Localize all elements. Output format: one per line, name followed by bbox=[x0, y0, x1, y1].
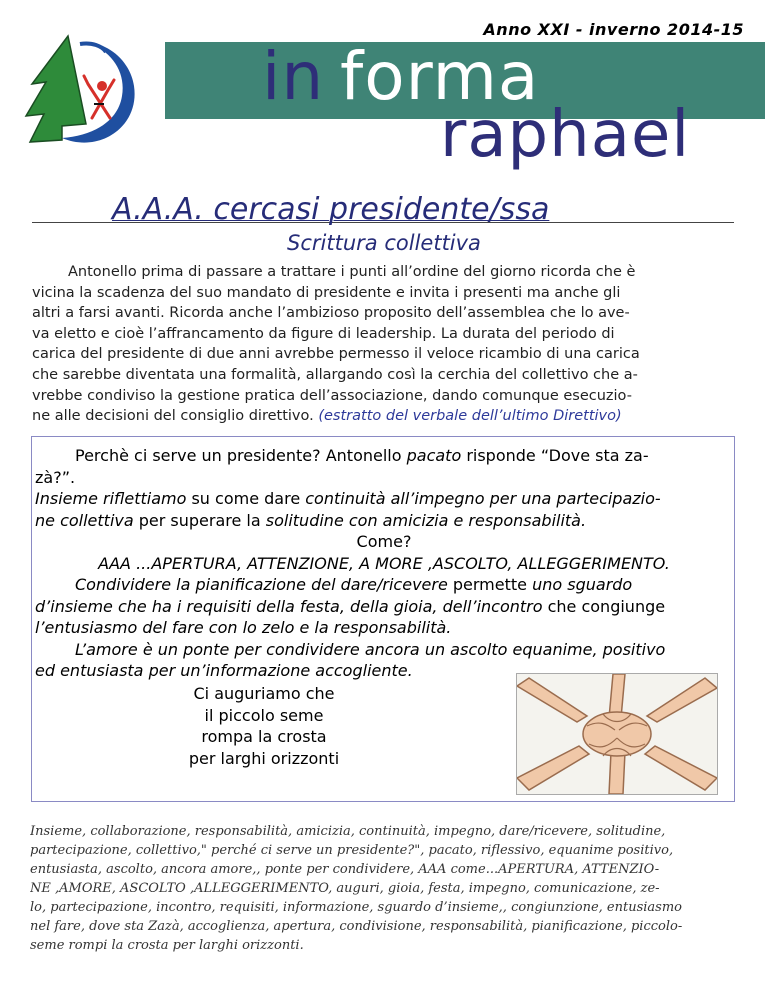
keywords-line: Insieme, collaborazione, responsabilità, amicizia, continuità, impegno, dare/ricevere, solitudine, bbox=[30, 824, 666, 839]
box-line bbox=[35, 445, 733, 467]
keywords-paragraph bbox=[30, 822, 746, 955]
intro-line: vrebbe condiviso la gestione pratica dell’associazione, dando comunque esecuzio- bbox=[32, 387, 632, 404]
issue-date: Anno XXI - inverno 2014-15 bbox=[483, 20, 744, 39]
intro-line bbox=[32, 406, 734, 427]
keywords-line: entusiasta, ascolto, ancora amore,, ponte per condividere, AAA come...APERTURA, ATTENZIO- bbox=[30, 862, 660, 877]
wish-line: rompa la crosta bbox=[201, 727, 327, 746]
box-text-italic: uno sguardo bbox=[532, 575, 633, 594]
logo-green-tree bbox=[26, 36, 86, 142]
box-line: Come? bbox=[356, 532, 412, 551]
box-text-italic: ed entusiasta per un’informazione accogliente. bbox=[35, 661, 413, 680]
masthead-in: in bbox=[262, 38, 325, 115]
intro-paragraph bbox=[32, 262, 734, 427]
intro-line: vicina la scadenza del suo mandato di presidente e invita i presenti ma anche gli bbox=[32, 284, 621, 301]
box-text-italic: Insieme riflettiamo bbox=[35, 489, 187, 508]
keywords-line: NE ,AMORE, ASCOLTO ,ALLEGGERIMENTO, auguri, gioia, festa, impegno, comunicazione, ze- bbox=[30, 881, 660, 896]
box-line bbox=[35, 596, 733, 618]
box-text-italic: ne collettiva bbox=[35, 510, 134, 530]
keywords-line: seme rompi la crosta per larghi orizzonti. bbox=[30, 938, 304, 953]
box-line bbox=[35, 574, 733, 596]
intro-line: carica del presidente di due anni avrebbe permesso il veloce ricambio di una carica bbox=[32, 346, 640, 363]
keywords-line: nel fare, dove sta Zazà, accoglienza, apertura, condivisione, responsabilità, pianificazione, piccolo- bbox=[30, 919, 683, 934]
reflection-box bbox=[31, 436, 735, 802]
article-subtitle: Scrittura collettiva bbox=[287, 231, 481, 255]
article-title: A.A.A. cercasi presidente/ssa bbox=[112, 192, 550, 227]
box-text-span: che congiunge bbox=[542, 596, 666, 616]
box-text-italic: pacato bbox=[406, 446, 462, 465]
masthead-raphael: raphael bbox=[440, 98, 691, 172]
box-line: zà?”. bbox=[35, 467, 76, 487]
masthead-forma: forma bbox=[340, 38, 540, 115]
box-text-italic: AAA ...APERTURA, ATTENZIONE, A MORE ,ASCOLTO, ALLEGGERIMENTO. bbox=[98, 553, 670, 573]
intro-line-text: ne alle decisioni del consiglio direttivo. bbox=[32, 408, 314, 425]
wish-text bbox=[184, 683, 344, 769]
wish-line: per larghi orizzonti bbox=[188, 748, 340, 768]
logo-figure-head bbox=[97, 81, 107, 91]
box-text-span: Perchè ci serve un presidente? Antonello bbox=[75, 446, 407, 465]
keywords-line: partecipazione, collettivo," perché ci serve un presidente?", pacato, riflessivo, equanime positivo, bbox=[30, 843, 674, 858]
box-line bbox=[35, 510, 733, 532]
linked-hands-image bbox=[516, 673, 718, 795]
box-text-span: permette bbox=[447, 575, 533, 594]
verbale-reference: (estratto del verbale dell’ultimo Direttivo) bbox=[318, 408, 622, 425]
box-text-span: per superare la bbox=[133, 510, 266, 530]
box-line bbox=[35, 639, 733, 661]
box-line bbox=[35, 617, 733, 639]
association-logo bbox=[22, 30, 142, 150]
intro-line: altri a farsi avanti. Ricorda anche l’ambizioso proposito dell’assemblea che lo ave- bbox=[32, 305, 630, 322]
box-text-italic: L’amore è un ponte per condividere ancora un ascolto equanime, positivo bbox=[75, 639, 666, 659]
box-text-italic: d’insieme che ha i requisiti della festa, della gioia, dell’incontro bbox=[35, 596, 543, 616]
box-line bbox=[35, 488, 733, 510]
wish-line: Ci auguriamo che bbox=[193, 684, 335, 703]
box-text-span: su come dare bbox=[186, 489, 306, 508]
box-text-span: risponde “Dove sta za- bbox=[461, 446, 649, 465]
box-text-italic: continuità all’impegno per una partecipazio- bbox=[305, 489, 661, 508]
intro-line: va eletto e cioè l’affrancamento da figure di leadership. La durata del periodo di bbox=[32, 325, 615, 342]
reflection-text bbox=[35, 445, 733, 682]
intro-line: che sarebbe diventata una formalità, allargando così la cerchia del collettivo che a- bbox=[32, 366, 638, 383]
keywords-line: lo, partecipazione, incontro, requisiti, informazione, sguardo d’insieme,, congiunzione, entusiasmo bbox=[30, 900, 682, 915]
intro-line: Antonello prima di passare a trattare i punti all’ordine del giorno ricorda che è bbox=[68, 264, 636, 280]
box-text-italic: l’entusiasmo del fare con lo zelo e la responsabilità. bbox=[35, 618, 452, 637]
box-line bbox=[35, 553, 733, 575]
box-text-italic: Condividere la pianificazione del dare/ricevere bbox=[75, 575, 448, 594]
wish-line: il piccolo seme bbox=[204, 705, 324, 725]
box-text-italic: solitudine con amicizia e responsabilità. bbox=[265, 510, 587, 530]
